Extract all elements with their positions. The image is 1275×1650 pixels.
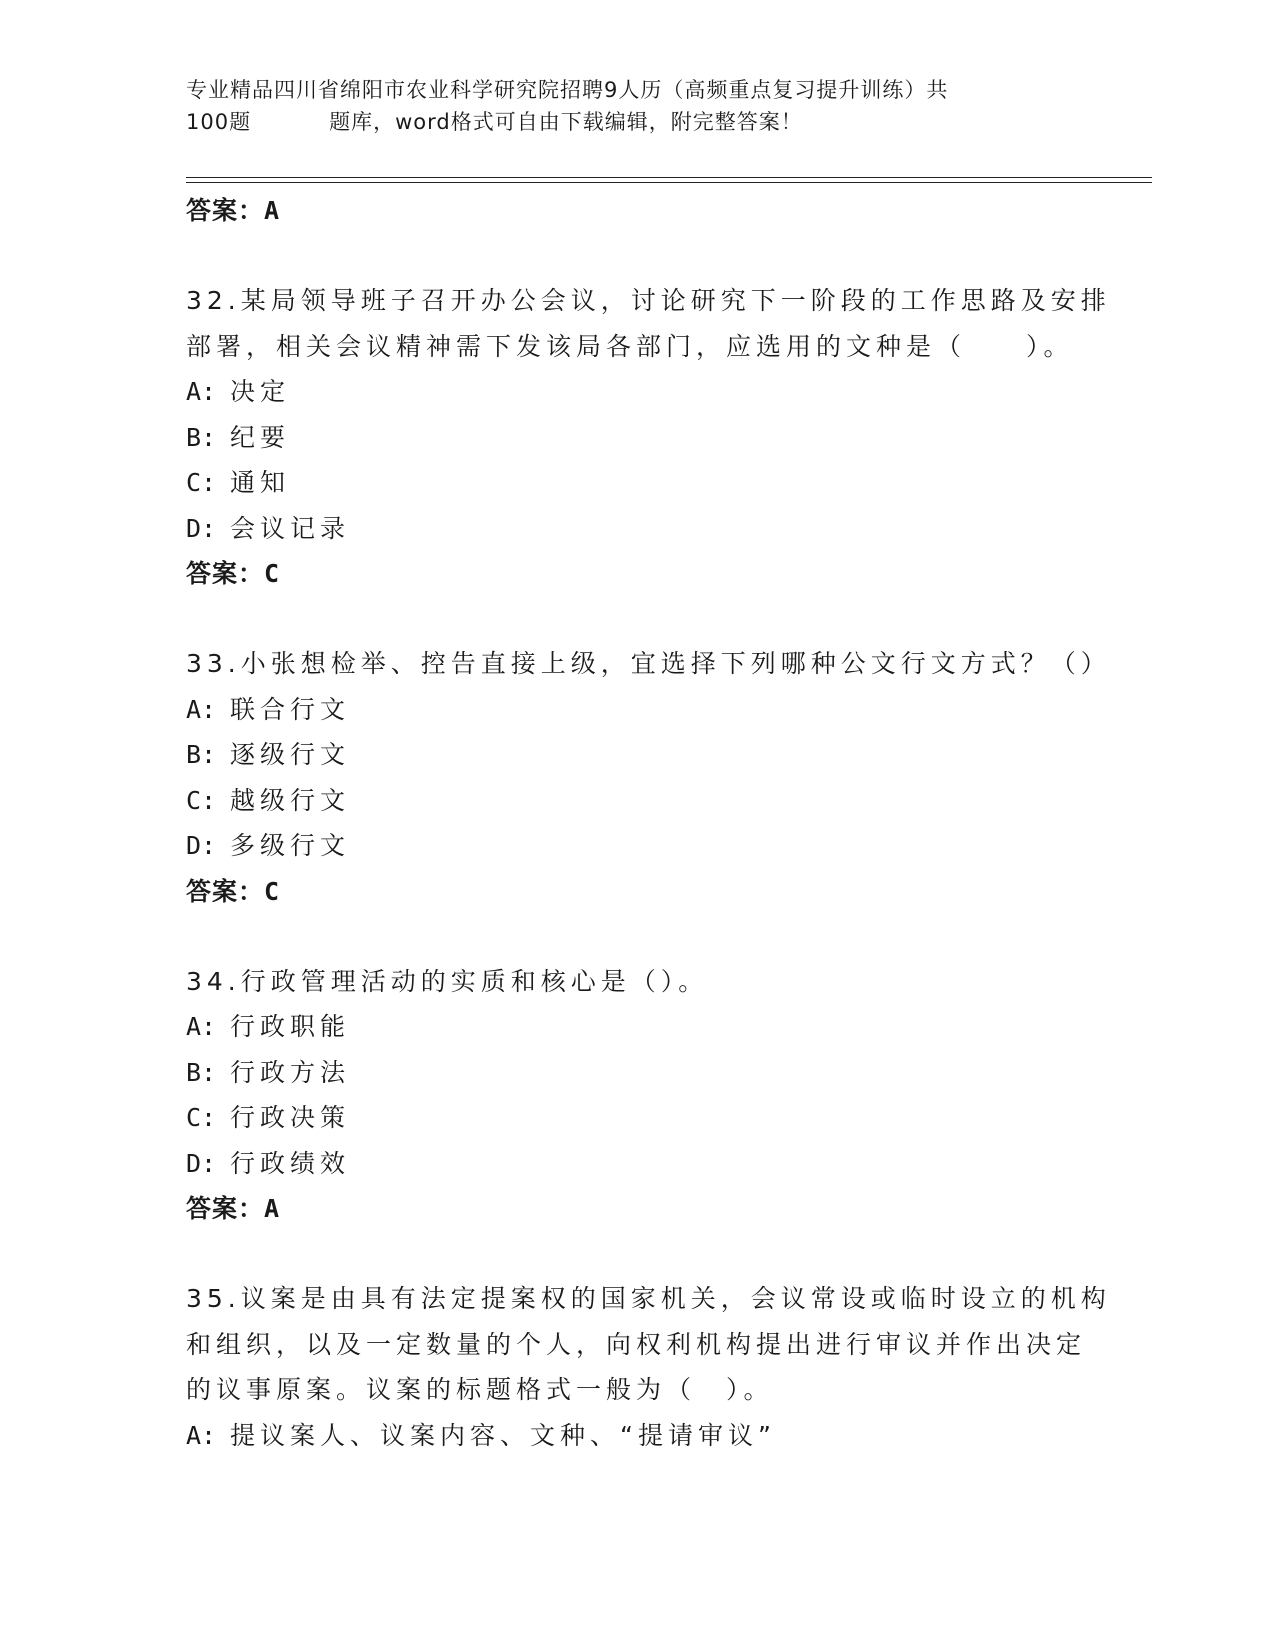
option-key: A: [186,1012,217,1041]
answer-value: A [264,196,281,225]
option-key: B: [186,1057,217,1087]
header-rule-bottom [186,182,1152,183]
question-34-line-1: 34.行政管理活动的实质和核心是（）。 [186,966,709,996]
question-35-line-2: 和组织，以及一定数量的个人，向权利机构提出进行审议并作出决定 [186,1329,1087,1359]
question-35-line-1: 35.议案是由具有法定提案权的国家机关，会议常设或临时设立的机构 [186,1284,1111,1313]
question-34-option-a [186,1004,1106,1050]
option-key: C: [186,468,217,497]
answer-34 [186,1186,1106,1232]
option-text: 纪要 [230,422,291,452]
question-33-line-1: 33.小张想检举、控告直接上级，宜选择下列哪种公文行文方式？（） [186,649,1111,678]
question-32-option-b [186,415,1106,461]
option-key: C: [186,1103,217,1132]
question-35 [186,1276,1111,1458]
question-33-option-a [186,687,1106,733]
question-34-option-c [186,1095,1106,1141]
answer-label: 答案： [186,196,265,225]
answer-value: C [264,559,281,588]
answer-label: 答案： [186,876,265,906]
question-32-line-1: 32.某局领导班子召开办公会议，讨论研究下一阶段的工作思路及安排 [186,286,1111,315]
question-33-option-d [186,823,1106,869]
answer-label: 答案： [186,559,265,588]
option-text: 越级行文 [230,785,351,815]
option-key: D: [186,831,217,860]
option-text: 多级行文 [230,831,351,860]
option-text: 决定 [230,377,291,406]
option-text: 行政决策 [230,1103,351,1132]
option-text: 提议案人、议案内容、文种、“提请审议” [230,1420,776,1450]
question-35-option-a [186,1413,1106,1459]
option-key: B: [186,422,217,452]
option-key: A: [186,377,217,406]
answer-value: A [264,1194,281,1223]
question-33-option-c [186,778,1106,824]
question-32-option-a [186,369,1106,415]
page-header [186,74,1086,138]
option-text: 联合行文 [230,694,351,724]
option-key: B: [186,740,217,769]
question-34-option-d [186,1141,1106,1187]
header-line-1: 专业精品四川省绵阳市农业科学研究院招聘9人历（高频重点复习提升训练）共 [186,78,949,102]
option-key: A: [186,1420,217,1450]
option-text: 逐级行文 [230,740,351,769]
answer-32 [186,551,1106,597]
option-text: 行政方法 [230,1057,351,1087]
question-32-line-2: 部署，相关会议精神需下发该局各部门，应选用的文种是（ ）。 [186,331,1074,361]
option-text: 行政职能 [230,1012,351,1041]
header-line-2 [186,106,1086,138]
option-key: D: [186,513,217,543]
answer-31 [186,188,1106,234]
header-line-2-count: 100题 [186,110,252,134]
answer-value: C [264,876,281,906]
question-35-line-3: 的议事原案。议案的标题格式一般为（ ）。 [186,1375,774,1404]
option-text: 通知 [230,468,291,497]
header-rule-top [186,177,1152,178]
option-key: D: [186,1148,217,1178]
question-34 [186,959,1106,1233]
option-key: C: [186,785,217,815]
option-key: A: [186,694,217,724]
question-32 [186,278,1111,597]
question-33 [186,641,1111,915]
answer-33 [186,869,1106,915]
question-33-option-b [186,732,1106,778]
option-text: 会议记录 [230,513,351,543]
header-line-2-desc: 题库，word格式可自由下载编辑，附完整答案！ [329,110,803,134]
document-body [186,188,1111,1458]
question-32-option-c [186,460,1106,506]
question-32-option-d [186,506,1106,552]
answer-label: 答案： [186,1194,265,1223]
option-text: 行政绩效 [230,1148,351,1178]
question-34-option-b [186,1050,1106,1096]
